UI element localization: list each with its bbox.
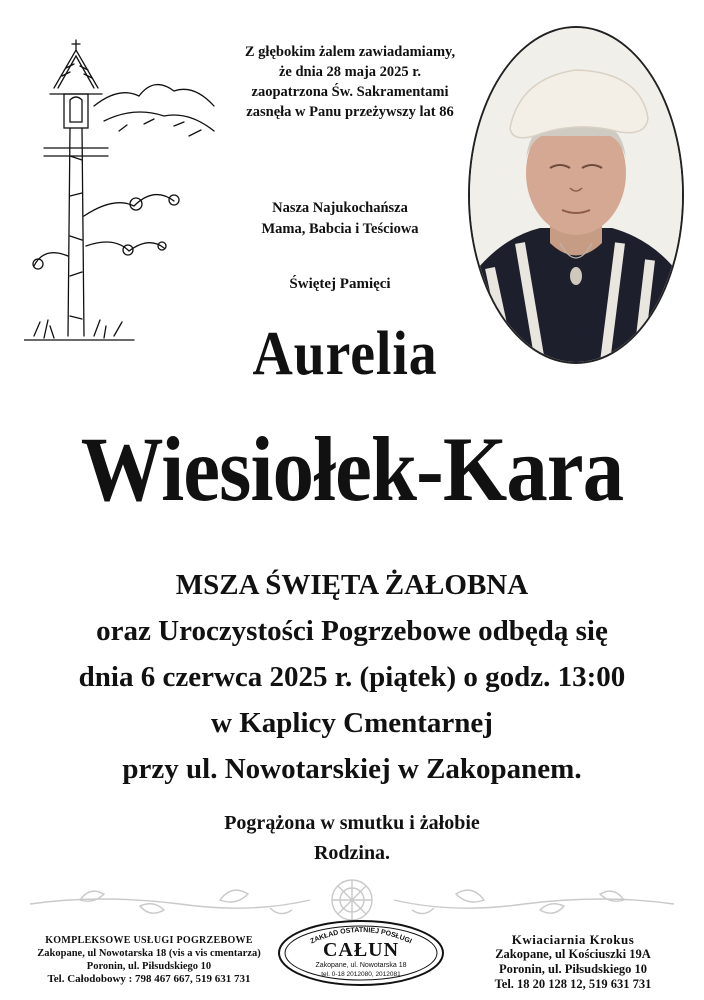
relation-line: Nasza Najukochańsza xyxy=(272,200,408,216)
funeral-home-address: Poronin, ul. Piłsudskiego 10 xyxy=(86,961,212,972)
announcement-line: zaopatrzona Św. Sakramentami xyxy=(251,84,449,100)
florist-info xyxy=(450,932,696,992)
florist-phone: Tel. 18 20 128 12, 519 631 731 xyxy=(494,977,652,991)
logo-address: Zakopane, ul. Nowotarska 18 xyxy=(315,962,407,969)
ceremony-line: MSZA ŚWIĘTA ŻAŁOBNA xyxy=(175,569,529,601)
ceremony-line: przy ul. Nowotarskiej w Zakopanem. xyxy=(122,753,582,785)
ceremony-details xyxy=(20,562,684,792)
deceased-first-name: Aurelia xyxy=(252,320,438,388)
logo-name: CAŁUN xyxy=(322,939,400,961)
logo-phone: tel. 0-18 2012080, 2012081 xyxy=(321,971,401,978)
portrait-photo xyxy=(468,26,684,364)
announcement-line: Z głębokim żalem zawiadamiamy, xyxy=(244,44,456,60)
florist-name: Kwiaciarnia Krokus xyxy=(511,932,635,947)
deceased-last-name: Wiesiołek-Kara xyxy=(80,418,624,520)
relation-line: Mama, Babcia i Teściowa xyxy=(261,221,419,237)
mourners-line: Rodzina. xyxy=(313,842,391,864)
announcement-text xyxy=(215,42,485,122)
funeral-home-phone: Tel. Całodobowy : 798 467 667, 519 631 731 xyxy=(47,973,251,985)
ceremony-line: w Kaplicy Cmentarnej xyxy=(211,707,493,739)
announcement-line: zasnęła w Panu przeżywszy lat 86 xyxy=(246,104,454,120)
ceremony-line: dnia 6 czerwca 2025 r. (piątek) o godz. 13:00 xyxy=(78,661,626,693)
relation-text xyxy=(230,198,450,240)
calun-logo xyxy=(276,918,446,988)
florist-address: Poronin, ul. Piłsudskiego 10 xyxy=(498,962,648,976)
portrait-drawing xyxy=(470,28,682,362)
mourners-line: Pogrążona w smutku i żałobie xyxy=(224,812,480,834)
funeral-home-address: Zakopane, ul Nowotarska 18 (vis a vis cmentarza) xyxy=(37,948,261,959)
wayside-shrine-illustration xyxy=(24,36,220,348)
logo-top-text: ZAKŁAD OSTATNIEJ POSŁUGI xyxy=(309,926,413,946)
announcement-line: że dnia 28 maja 2025 r. xyxy=(278,64,422,80)
funeral-home-title: KOMPLEKSOWE USŁUGI POGRZEBOWE xyxy=(45,935,253,946)
florist-address: Zakopane, ul Kościuszki 19A xyxy=(495,947,651,961)
ceremony-line: oraz Uroczystości Pogrzebowe odbędą się xyxy=(96,615,608,647)
funeral-home-info xyxy=(14,934,284,986)
mourners-signature xyxy=(150,808,554,868)
memory-label: Świętej Pamięci xyxy=(289,276,391,292)
